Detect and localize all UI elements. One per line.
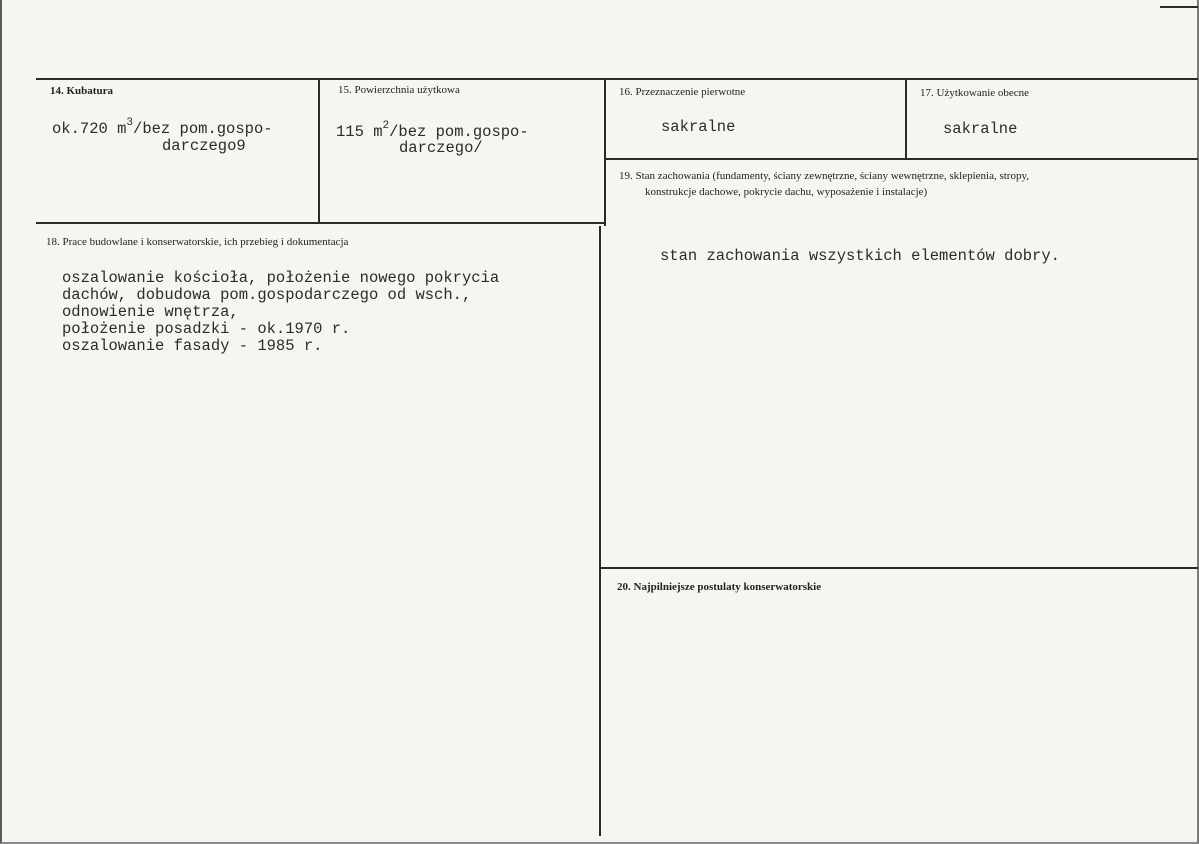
field-18-label: 18. Prace budowlane i konserwatorskie, ich przebieg i dokumentacja (46, 236, 349, 248)
grid-line-right-row1 (605, 158, 1198, 160)
grid-line-right-row2 (600, 567, 1198, 569)
grid-line-v-16-17 (905, 78, 907, 160)
field-14-value-line1: ok.720 $m^3$/bez pom.gospo- (52, 116, 273, 138)
top-corner-mark (1160, 6, 1198, 8)
field-18-line: oszalowanie fasady - 1985 r. (62, 337, 323, 355)
field-17-label: 17. Użytkowanie obecne (920, 87, 1030, 99)
field-15-value-line2: darczego/ (399, 139, 483, 157)
field-14-label: 14. Kubatura (50, 85, 113, 97)
field-18-line: dachów, dobudowa pom.gospodarczego od wsch., (62, 286, 472, 304)
field-19-label-line1: 19. Stan zachowania (fundamenty, ściany zewnętrzne, ściany wewnętrzne, sklepienia, stropy, (619, 170, 1030, 182)
field-19-label-line2: konstrukcje dachowe, pokrycie dachu, wyposażenie i instalacje) (645, 186, 928, 198)
field-15-value-line1: 115 $m^2$/bez pom.gospo- (336, 119, 529, 141)
field-15-label: 15. Powierzchnia użytkowa (338, 84, 460, 96)
grid-line-top (36, 78, 1198, 80)
grid-line-left-row1 (36, 222, 605, 224)
field-19-value: stan zachowania wszystkich elementów dobry. (660, 247, 1060, 265)
field-16-label: 16. Przeznaczenie pierwotne (619, 86, 746, 98)
field-16-value: sakralne (661, 118, 736, 136)
field-17-value: sakralne (943, 120, 1018, 138)
field-18-line: odnowienie wnętrza, (62, 303, 239, 321)
field-14-value-line2: darczego9 (162, 137, 246, 155)
grid-line-v-14-15 (318, 78, 320, 224)
grid-line-v-middle-upper (604, 78, 606, 226)
field-20-label: 20. Najpilniejsze postulaty konserwatorskie (617, 581, 822, 593)
field-18-line: oszalowanie kościoła, położenie nowego pokrycia (62, 269, 500, 287)
field-18-line: położenie posadzki - ok.1970 r. (62, 320, 351, 338)
grid-line-v-middle-lower (599, 226, 601, 836)
